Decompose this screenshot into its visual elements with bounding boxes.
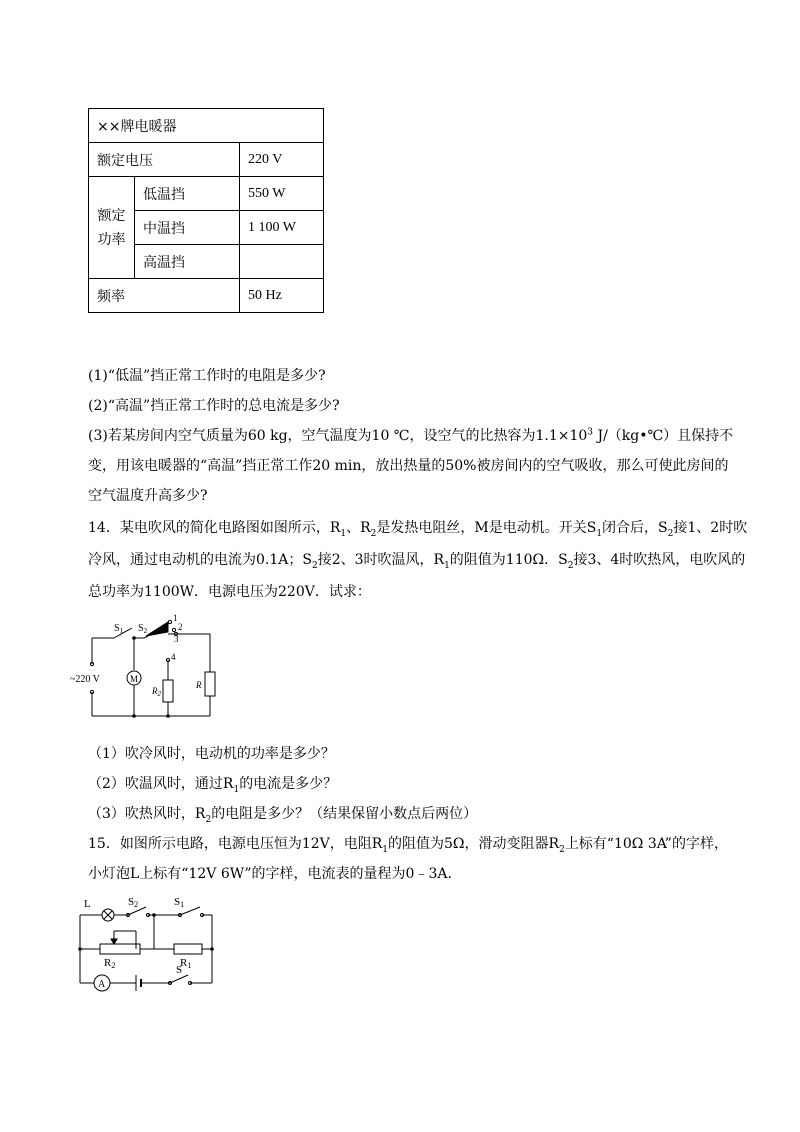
- text-span: 接2、3时吹温风，R: [317, 552, 445, 568]
- subscript: 1: [233, 784, 240, 795]
- diagram-label-s1: $S_1$: [114, 623, 124, 635]
- text-span: （2）吹温风时，通过R: [88, 776, 234, 792]
- text-span: 接3、4时吹热风，电吹风的: [573, 552, 746, 568]
- q13-part3-line2: 变，用该电暖器的“高温”挡正常工作20 min，放出热量的50%被房间内的空气吸收，那么可使此房间的: [88, 458, 729, 474]
- q13-part3-line3: 空气温度升高多少?: [88, 488, 208, 504]
- low-value: 550 W: [240, 177, 324, 211]
- subscript: 1: [382, 844, 389, 855]
- lamp-rheostat-circuit-diagram: [74, 893, 224, 1003]
- diagram-terminal-3: 3: [174, 634, 179, 644]
- q15-line2: 小灯泡L上标有“12V 6W”的字样，电流表的量程为0﹣3A.: [88, 866, 452, 882]
- subscript: 1: [444, 560, 450, 571]
- diagram-label-r1: $R_1$: [196, 680, 205, 692]
- diagram-label-s2: $S_2$: [138, 623, 148, 635]
- diagram-terminal-4: 4: [171, 652, 176, 662]
- freq-label: 频率: [89, 279, 240, 313]
- mid-label: 中温挡: [135, 211, 240, 245]
- text-span: 的电阻是多少？（结果保留小数点后两位）: [211, 806, 478, 822]
- table-row: [89, 143, 324, 177]
- diagram-terminal-2: 2: [178, 622, 183, 632]
- text-span: 接1、2时吹: [673, 520, 748, 536]
- hair-dryer-circuit-diagram: [70, 612, 230, 724]
- subscript: 2: [370, 528, 377, 539]
- q14-line1: [88, 518, 747, 538]
- table-title: ××牌电暖器: [89, 109, 324, 143]
- subscript: 2: [311, 560, 318, 571]
- text-span: 的阻值为5Ω，滑动变阻器R: [388, 836, 560, 852]
- diagram-motor-label: M: [130, 674, 139, 684]
- table-row: [89, 177, 324, 211]
- q14-part2: [88, 774, 337, 794]
- subscript: 2: [567, 560, 574, 571]
- rated-voltage-value: 220 V: [240, 143, 324, 177]
- diagram-label-lamp: L: [84, 898, 91, 910]
- diagram-terminal-1: 1: [173, 613, 178, 623]
- subscript: 1: [340, 528, 347, 539]
- low-label: 低温挡: [135, 177, 240, 211]
- text-span: 14．某电吹风的简化电路图如图所示，R: [88, 520, 341, 536]
- subscript: 2: [667, 528, 674, 539]
- rated-power-label-2: 功率: [97, 231, 126, 248]
- text-span: 冷风，通过电动机的电流为0.1A；S: [88, 552, 312, 568]
- text-span: 、R: [346, 520, 371, 536]
- text-span: 的阻值为110Ω．S: [449, 552, 568, 568]
- diagram-source-label: ~220 V: [70, 674, 100, 685]
- diagram-label-s: S: [176, 964, 183, 976]
- diagram-label-r1: R1: [180, 957, 192, 970]
- freq-value: 50 Hz: [240, 279, 324, 313]
- table-row: [89, 109, 324, 143]
- subscript: 1: [596, 528, 603, 539]
- diagram-label-s2: S2: [128, 896, 139, 909]
- text-span: （3）吹热风时，R: [88, 806, 206, 822]
- text-span: 上标有“10Ω 3A”的字样，: [564, 836, 728, 852]
- mid-value: 1 100 W: [240, 211, 324, 245]
- text-span: 是发热电阻丝，M是电动机。开关S: [376, 520, 597, 536]
- text-span: 的电流是多少？: [239, 776, 338, 792]
- q13-part2: (2)“高温”挡正常工作时的总电流是多少?: [88, 398, 340, 414]
- diagram-label-s1: S1: [174, 896, 185, 909]
- diagram-label-ammeter: A: [98, 979, 106, 990]
- text-span: 15．如图所示电路，电源电压恒为12V，电阻R: [88, 836, 383, 852]
- rated-power-label: [89, 177, 135, 279]
- q14-line2: [88, 550, 745, 570]
- rated-voltage-label: 额定电压: [89, 143, 240, 177]
- q14-line3: 总功率为1100W．电源电压为220V．试求：: [88, 584, 371, 600]
- q14-part1: （1）吹冷风时，电动机的功率是多少？: [88, 746, 335, 762]
- q14-part3: [88, 804, 477, 824]
- subscript: 2: [559, 844, 565, 855]
- text-span: (3)若某房间内空气质量为60 kg，空气温度为10 ℃，设空气的比热容为1.1×10: [88, 428, 588, 444]
- spec-table: [88, 108, 324, 313]
- text-span: 闭合后，S: [602, 520, 668, 536]
- high-value: [240, 245, 324, 279]
- text-span: J/（kg•℃）且保持不: [593, 428, 734, 444]
- superscript: 3: [587, 427, 594, 438]
- q15-line1: [88, 834, 728, 854]
- q13-part1: (1)“低温”挡正常工作时的电阻是多少?: [88, 368, 326, 384]
- table-row: [89, 279, 324, 313]
- diagram-label-r2: $R_2$: [152, 686, 161, 698]
- subscript: 2: [205, 814, 212, 825]
- rated-power-label-1: 额定: [97, 207, 126, 224]
- diagram-label-r2: R2: [104, 957, 116, 970]
- high-label: 高温挡: [135, 245, 240, 279]
- q13-part3-line1: [88, 426, 733, 446]
